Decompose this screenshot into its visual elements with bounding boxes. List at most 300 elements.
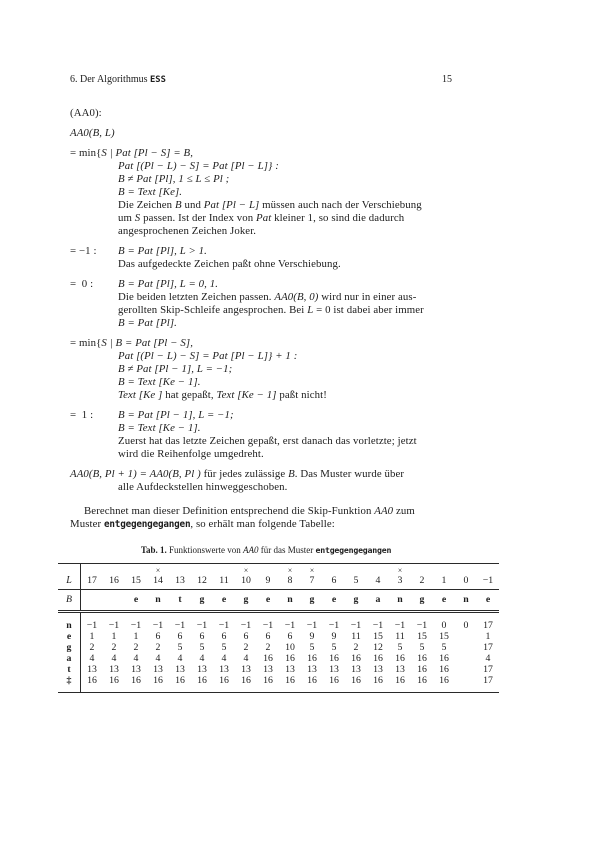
skip-value-cell: −1 — [86, 620, 98, 631]
column-header — [389, 564, 411, 590]
body-text — [70, 107, 452, 531]
cross-mark — [456, 566, 476, 575]
text-line — [70, 245, 452, 258]
pattern-char-cell: g — [411, 590, 433, 612]
skip-value-cell: −1 — [196, 620, 208, 631]
skip-value-cell: 13 — [109, 664, 119, 675]
text-segment: kleiner 1, so sind die dadurch — [271, 212, 405, 224]
skip-value-cell: 16 — [351, 653, 361, 664]
text-segment: S — [134, 212, 141, 224]
row-label: a — [58, 653, 81, 664]
text-segment: B = Pat [Pl], L > 1. — [118, 245, 207, 257]
skip-value-cell: −1 — [372, 620, 384, 631]
text-segment: = min{ — [70, 147, 102, 159]
skip-value-cell: 16 — [235, 675, 257, 693]
skip-value-cell: 16 — [81, 675, 104, 693]
skip-value-cell: 5 — [199, 642, 205, 653]
text-segment: entgegengegangen — [104, 519, 191, 530]
shift-value-label: 13 — [175, 575, 185, 586]
skip-value-cell: 5 — [221, 642, 227, 653]
text-block — [70, 505, 452, 531]
cross-mark: × — [243, 566, 249, 575]
skip-value-cell: 16 — [345, 675, 367, 693]
text-segment: Text [Ke − 1] — [216, 389, 277, 401]
text-segment: müssen auch nach der Verschiebung — [259, 199, 422, 211]
pattern-char-cell: e — [125, 590, 147, 612]
pattern-char-cell: n — [389, 590, 411, 612]
column-header — [257, 564, 279, 590]
skip-value-cell: 16 — [263, 653, 273, 664]
cross-mark: × — [155, 566, 161, 575]
cross-mark — [478, 566, 498, 575]
row-label: ‡ — [58, 675, 81, 693]
algorithm-name: ESS — [150, 75, 166, 85]
skip-value-cell — [455, 664, 477, 675]
skip-value-cell: 16 — [103, 675, 125, 693]
text-segment: B = Text [Ke − 1]. — [118, 422, 201, 434]
column-header — [367, 564, 389, 590]
shift-value-label: 0 — [463, 575, 469, 586]
column-header — [301, 564, 323, 590]
text-segment: B = Text [Ke]. — [118, 186, 183, 198]
column-header — [125, 564, 147, 590]
skip-value-cell: 16 — [279, 675, 301, 693]
column-header — [147, 564, 169, 590]
skip-value-cell: 2 — [111, 642, 117, 653]
text-line — [70, 291, 452, 304]
skip-value-cell: 5 — [309, 642, 315, 653]
text-segment: AA0(B, L) — [70, 127, 115, 139]
running-title — [70, 73, 166, 87]
text-segment: hat gepaßt, — [162, 389, 217, 401]
skip-value-cell: 17 — [483, 642, 493, 653]
skip-value-cell: 4 — [199, 653, 205, 664]
text-segment: B = Pat [Pl]. — [118, 317, 177, 329]
text-line — [70, 278, 452, 291]
cross-mark — [214, 566, 234, 575]
table-row — [58, 631, 499, 642]
text-segment: paßt nicht! — [276, 389, 327, 401]
page-header — [70, 73, 452, 87]
skip-value-cell: 17 — [483, 664, 493, 675]
shift-value-label: 8 — [287, 575, 293, 586]
text-segment: angesprochenen Zeichen Joker. — [118, 225, 257, 237]
shift-axis-cell — [58, 564, 81, 590]
text-block — [70, 127, 452, 140]
shift-value-label: 10 — [241, 575, 251, 586]
page-number: 15 — [442, 74, 452, 85]
skip-value-cell: 16 — [307, 653, 317, 664]
char-axis-label: B — [58, 590, 81, 612]
skip-value-cell: 13 — [395, 664, 405, 675]
pattern-char-cell: e — [323, 590, 345, 612]
text-segment: = min{ — [70, 337, 102, 349]
text-block — [70, 337, 452, 402]
skip-value-cell: 15 — [417, 631, 427, 642]
text-line — [70, 518, 452, 531]
text-line — [70, 127, 452, 140]
skip-value-cell: 16 — [301, 675, 323, 693]
skip-value-cell: 10 — [285, 642, 295, 653]
pattern-char-cell: e — [477, 590, 499, 612]
skip-value-cell: 13 — [131, 664, 141, 675]
text-block — [70, 245, 452, 271]
pattern-char-cell: e — [257, 590, 279, 612]
skip-value-cell: 9 — [331, 631, 337, 642]
text-line — [70, 409, 452, 422]
cross-mark: × — [287, 566, 293, 575]
shift-axis-label: L — [66, 575, 72, 586]
skip-value-cell: 16 — [191, 675, 213, 693]
table-row — [58, 642, 499, 653]
pattern-row — [58, 590, 499, 612]
skip-value-cell: −1 — [416, 620, 428, 631]
column-header — [345, 564, 367, 590]
text-segment: AA0 — [243, 545, 259, 555]
skip-value-cell: −1 — [350, 620, 362, 631]
text-segment: alle Aufdeckstellen hinweggeschoben. — [118, 481, 288, 493]
skip-value-cell — [455, 653, 477, 664]
skip-value-cell: 13 — [175, 664, 185, 675]
column-header — [213, 564, 235, 590]
shift-value-label: 14 — [153, 575, 163, 586]
column-header — [81, 564, 104, 590]
skip-value-cell: 6 — [155, 631, 161, 642]
text-segment: für jedes zulässige — [200, 468, 289, 480]
text-segment: Pat [(Pl − L) − S] = Pat [Pl − L]} : — [118, 160, 279, 172]
table-row — [58, 653, 499, 664]
table-row — [58, 612, 499, 632]
skip-value-cell: 4 — [111, 653, 117, 664]
skip-value-cell: 1 — [485, 631, 491, 642]
text-line — [70, 225, 452, 238]
text-segment: B = Pat [Pl], L = 0, 1. — [118, 278, 219, 290]
text-line — [70, 147, 452, 160]
text-segment: Pat [(Pl − L) − S] = Pat [Pl − L]} + 1 : — [118, 350, 298, 362]
skip-value-cell: 16 — [125, 675, 147, 693]
skip-value-cell: 13 — [263, 664, 273, 675]
pattern-char-cell: e — [433, 590, 455, 612]
text-segment: Funktionswerte von — [166, 545, 243, 555]
column-header — [477, 564, 499, 590]
skip-value-cell: 1 — [89, 631, 95, 642]
shift-value-label: 12 — [197, 575, 207, 586]
shift-value-label: 11 — [219, 575, 229, 586]
table-row — [58, 675, 499, 693]
cross-mark — [126, 566, 146, 575]
skip-value-cell: 13 — [197, 664, 207, 675]
skip-value-cell: 6 — [287, 631, 293, 642]
text-segment: S | B = Pat [Pl − S], — [101, 337, 193, 349]
shift-value-label: 7 — [309, 575, 315, 586]
skip-value-cell: −1 — [328, 620, 340, 631]
case-label: = 1 : — [70, 409, 94, 421]
cross-mark — [324, 566, 344, 575]
skip-value-cell: 16 — [439, 664, 449, 675]
skip-value-cell: 1 — [111, 631, 117, 642]
column-header — [279, 564, 301, 590]
shift-value-label: 2 — [419, 575, 425, 586]
cross-mark — [434, 566, 454, 575]
skip-value-cell: 4 — [155, 653, 161, 664]
skip-value-cell: 4 — [485, 653, 491, 664]
text-block — [70, 409, 452, 461]
text-line — [70, 350, 452, 363]
text-segment: gerollten Skip-Schleife angesprochen. Bei — [118, 304, 308, 316]
skip-table — [58, 563, 552, 693]
skip-value-cell: 4 — [133, 653, 139, 664]
cross-mark — [104, 566, 124, 575]
skip-value-cell: 16 — [417, 664, 427, 675]
cross-slot — [59, 566, 79, 575]
text-line — [70, 258, 452, 271]
text-segment: wird nur in einer aus- — [318, 291, 417, 303]
text-segment: S | Pat [Pl − S] = B, — [101, 147, 193, 159]
skip-value-cell: 16 — [329, 653, 339, 664]
skip-value-cell: 2 — [155, 642, 161, 653]
skip-value-cell: 16 — [389, 675, 411, 693]
text-line — [70, 448, 452, 461]
skip-value-cell: 0 — [463, 620, 469, 631]
skip-value-cell: 6 — [221, 631, 227, 642]
skip-value-cell: −1 — [262, 620, 274, 631]
skip-value-cell: 4 — [243, 653, 249, 664]
skip-value-cell: 13 — [329, 664, 339, 675]
text-line — [70, 186, 452, 199]
text-segment: = 0 ist dabei aber immer — [313, 304, 424, 316]
cross-mark — [368, 566, 388, 575]
skip-value-cell: 16 — [417, 653, 427, 664]
text-line — [70, 337, 452, 350]
column-header — [103, 564, 125, 590]
text-segment: Pat [Pl − L] — [203, 199, 260, 211]
skip-value-cell: 16 — [439, 653, 449, 664]
shift-value-label: −1 — [482, 575, 494, 586]
cross-mark — [258, 566, 278, 575]
skip-value-cell: 16 — [257, 675, 279, 693]
skip-value-cell: 5 — [177, 642, 183, 653]
cross-mark: × — [397, 566, 403, 575]
skip-value-cell: 6 — [243, 631, 249, 642]
skip-value-cell: 12 — [373, 642, 383, 653]
skip-value-cell: 15 — [373, 631, 383, 642]
skip-value-cell: −1 — [130, 620, 142, 631]
row-label: e — [58, 631, 81, 642]
skip-value-cell: 13 — [241, 664, 251, 675]
text-block — [70, 147, 452, 238]
pattern-char-cell: g — [235, 590, 257, 612]
text-line — [70, 376, 452, 389]
cross-mark: × — [309, 566, 315, 575]
column-header — [455, 564, 477, 590]
table-caption — [70, 545, 462, 556]
row-label: t — [58, 664, 81, 675]
text-segment: zum — [393, 505, 415, 517]
skip-value-cell: 2 — [133, 642, 139, 653]
text-segment: B — [288, 468, 295, 480]
skip-value-cell: 5 — [441, 642, 447, 653]
pattern-char-cell: n — [279, 590, 301, 612]
cross-mark — [346, 566, 366, 575]
text-segment: B — [174, 199, 182, 211]
skip-value-cell — [455, 631, 477, 642]
text-segment: um — [118, 212, 135, 224]
skip-value-cell: −1 — [240, 620, 252, 631]
skip-value-cell — [455, 675, 477, 693]
pattern-char-cell: n — [455, 590, 477, 612]
skip-function-table — [58, 563, 499, 693]
skip-value-cell: 13 — [373, 664, 383, 675]
case-label: = 0 : — [70, 278, 94, 290]
skip-value-cell: 4 — [221, 653, 227, 664]
cross-mark — [192, 566, 212, 575]
skip-value-cell: 5 — [419, 642, 425, 653]
row-label: g — [58, 642, 81, 653]
skip-value-cell: 16 — [213, 675, 235, 693]
skip-value-cell: −1 — [218, 620, 230, 631]
skip-value-cell: 13 — [153, 664, 163, 675]
shift-value-label: 15 — [131, 575, 141, 586]
text-segment: Die Zeichen — [118, 199, 175, 211]
text-segment: L — [307, 304, 314, 316]
pattern-char-cell: g — [301, 590, 323, 612]
skip-value-cell: 16 — [395, 653, 405, 664]
text-segment: AA0 — [374, 505, 394, 517]
skip-value-cell: 16 — [367, 675, 389, 693]
skip-value-cell: 11 — [395, 631, 405, 642]
text-segment: Pat — [256, 212, 272, 224]
text-segment: , so erhält man folgende Tabelle: — [190, 518, 335, 530]
text-line — [70, 173, 452, 186]
skip-value-cell: 2 — [89, 642, 95, 653]
skip-value-cell: 4 — [89, 653, 95, 664]
pattern-char-cell: t — [169, 590, 191, 612]
skip-value-cell: 17 — [477, 675, 499, 693]
text-segment: . Das Muster wurde über — [294, 468, 405, 480]
skip-value-cell: 15 — [439, 631, 449, 642]
text-segment: und — [181, 199, 204, 211]
skip-value-cell: 17 — [483, 620, 493, 631]
text-line — [70, 422, 452, 435]
skip-value-cell: 13 — [219, 664, 229, 675]
case-label: = −1 : — [70, 245, 97, 257]
column-header — [235, 564, 257, 590]
skip-value-cell: 0 — [441, 620, 447, 631]
skip-value-cell: 5 — [397, 642, 403, 653]
text-segment: AA0(B, 0) — [274, 291, 319, 303]
text-block — [70, 278, 452, 330]
skip-value-cell — [455, 642, 477, 653]
text-segment: entgegengegangen — [315, 545, 392, 555]
text-segment: B = Text [Ke − 1]. — [118, 376, 201, 388]
skip-value-cell: 13 — [285, 664, 295, 675]
skip-value-cell: 16 — [411, 675, 433, 693]
text-block — [70, 468, 452, 494]
skip-value-cell: 2 — [353, 642, 359, 653]
text-line — [70, 107, 452, 120]
chapter-title: 6. Der Algorithmus — [70, 74, 150, 85]
text-line — [70, 212, 452, 225]
skip-value-cell: −1 — [152, 620, 164, 631]
text-segment: wird die Reihenfolge umgedreht. — [118, 448, 264, 460]
skip-value-cell: 16 — [285, 653, 295, 664]
skip-value-cell: 16 — [433, 675, 455, 693]
text-line — [70, 317, 452, 330]
column-header — [433, 564, 455, 590]
skip-value-cell: −1 — [394, 620, 406, 631]
text-segment: passen. Ist der Index von — [140, 212, 257, 224]
shift-value-label: 9 — [265, 575, 271, 586]
text-block — [70, 107, 452, 120]
text-segment: Die beiden letzten Zeichen passen. — [118, 291, 275, 303]
skip-value-cell: −1 — [174, 620, 186, 631]
text-line — [70, 481, 452, 494]
pattern-char-cell: a — [367, 590, 389, 612]
shift-value-label: 1 — [441, 575, 447, 586]
text-segment: B = Pat [Pl − 1], L = −1; — [118, 409, 234, 421]
text-line — [70, 435, 452, 448]
skip-value-cell: 6 — [265, 631, 271, 642]
text-segment: Das aufgedeckte Zeichen paßt ohne Verschiebung. — [118, 258, 341, 270]
text-segment: Muster — [70, 518, 104, 530]
pattern-char-cell: g — [191, 590, 213, 612]
cross-mark — [82, 566, 102, 575]
text-line — [70, 363, 452, 376]
skip-value-cell: 16 — [169, 675, 191, 693]
skip-value-cell: 6 — [199, 631, 205, 642]
skip-value-cell: 1 — [133, 631, 139, 642]
text-segment: für das Muster — [258, 545, 316, 555]
skip-value-cell: 2 — [265, 642, 271, 653]
pattern-char-cell: g — [345, 590, 367, 612]
text-line — [70, 468, 452, 481]
skip-value-cell: 6 — [177, 631, 183, 642]
text-segment: Tab. 1. — [140, 545, 167, 555]
shift-value-label: 16 — [109, 575, 119, 586]
column-header — [411, 564, 433, 590]
row-label: n — [58, 612, 81, 632]
skip-value-cell: 9 — [309, 631, 315, 642]
skip-value-cell: 11 — [351, 631, 361, 642]
cross-mark — [412, 566, 432, 575]
text-segment: B ≠ Pat [Pl − 1], L = −1; — [118, 363, 233, 375]
text-segment: Zuerst hat das letzte Zeichen gepaßt, erst danach das vorletzte; jetzt — [118, 435, 417, 447]
skip-value-cell: 4 — [177, 653, 183, 664]
skip-value-cell: 16 — [323, 675, 345, 693]
skip-value-cell: −1 — [108, 620, 120, 631]
text-line — [70, 505, 452, 518]
column-header — [323, 564, 345, 590]
cross-mark — [170, 566, 190, 575]
text-segment: Text [Ke ] — [118, 389, 163, 401]
shift-value-label: 3 — [397, 575, 403, 586]
text-line — [70, 160, 452, 173]
skip-value-cell: 13 — [351, 664, 361, 675]
table-row — [58, 664, 499, 675]
text-line — [70, 199, 452, 212]
skip-value-cell: 2 — [243, 642, 249, 653]
column-header — [169, 564, 191, 590]
pattern-char-cell: e — [213, 590, 235, 612]
shift-value-label: 4 — [375, 575, 381, 586]
text-line — [70, 389, 452, 402]
skip-value-cell: 5 — [331, 642, 337, 653]
text-segment: B ≠ Pat [Pl], 1 ≤ L ≤ Pl ; — [118, 173, 230, 185]
shift-value-label: 6 — [331, 575, 337, 586]
pattern-char-cell — [81, 590, 104, 612]
skip-value-cell: 13 — [87, 664, 97, 675]
column-header — [191, 564, 213, 590]
